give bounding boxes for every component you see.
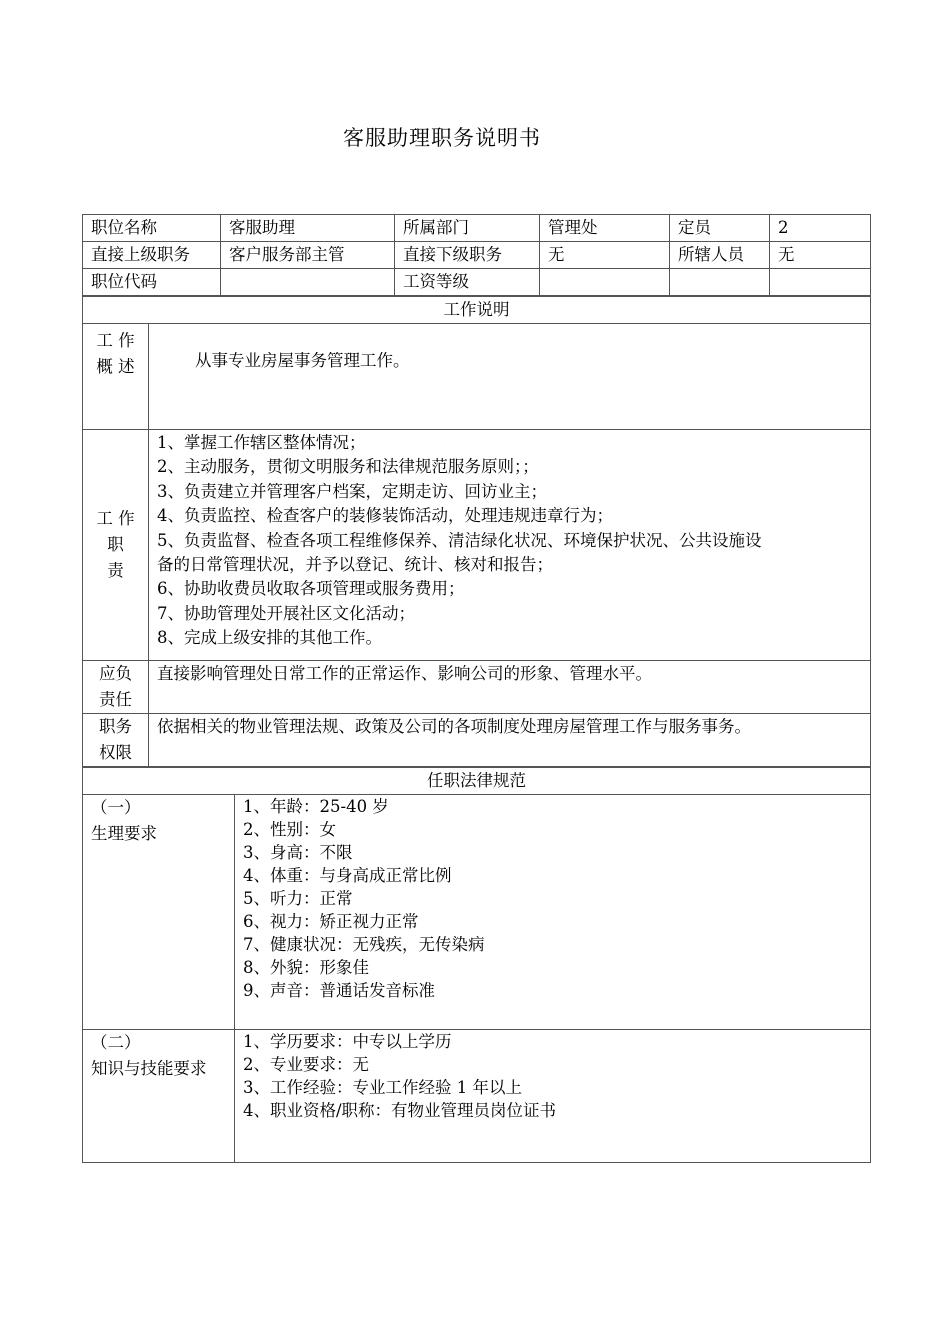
- responsibility-row: [83, 661, 871, 714]
- label-line: （二）: [91, 1033, 141, 1052]
- authority-label: [83, 714, 149, 767]
- skills-row: [83, 1030, 871, 1163]
- section-heading: 任职法律规范: [83, 768, 871, 795]
- list-item: 4、职业资格/职称：有物业管理员岗位证书: [243, 1101, 557, 1120]
- list-item: 5、负责监督、检查各项工程维修保养、清洁绿化状况、环境保护状况、公共设施设: [157, 530, 762, 550]
- list-item: 2、性别：女: [243, 820, 336, 839]
- field-value: [221, 269, 395, 296]
- position-info-table: [82, 214, 871, 296]
- label-line: 应负: [99, 664, 132, 683]
- list-item: 4、体重：与身高成正常比例: [243, 866, 452, 885]
- field-label: 定员: [670, 215, 770, 242]
- skills-list: [235, 1030, 871, 1163]
- list-item: 1、掌握工作辖区整体情况；: [157, 433, 366, 452]
- label-line: 生理要求: [91, 824, 157, 843]
- field-label: 直接下级职务: [395, 242, 540, 269]
- list-item: 7、协助管理处开展社区文化活动；: [157, 603, 415, 623]
- field-value: 客户服务部主管: [221, 242, 395, 269]
- label-line: 权限: [99, 743, 132, 762]
- duties-row: [83, 430, 871, 661]
- list-item: 8、外貌：形象佳: [243, 958, 369, 977]
- list-item: 3、身高：不限: [243, 843, 353, 862]
- duties-label: [83, 430, 149, 661]
- skills-label: [83, 1030, 235, 1163]
- list-item: 1、年龄：25-40 岁: [243, 797, 389, 816]
- work-description-table: [82, 296, 871, 767]
- info-row: [83, 215, 871, 242]
- field-label: 所属部门: [395, 215, 540, 242]
- field-label: 所辖人员: [670, 242, 770, 269]
- list-item: 2、专业要求：无: [243, 1055, 369, 1074]
- label-line: 概 述: [96, 357, 135, 376]
- field-label: 职位名称: [83, 215, 221, 242]
- list-item: 6、视力：矫正视力正常: [243, 912, 419, 931]
- physical-row: [83, 795, 871, 1030]
- list-item: 备的日常管理状况，并予以登记、统计、核对和报告；: [157, 555, 553, 575]
- field-value: 无: [540, 242, 670, 269]
- duties-list: [149, 430, 871, 661]
- field-value: 客服助理: [221, 215, 395, 242]
- responsibility-text: 直接影响管理处日常工作的正常运作、影响公司的形象、管理水平。: [149, 661, 871, 714]
- list-item: 2、主动服务，贯彻文明服务和法律规范服务原则；；: [157, 457, 539, 477]
- field-label: 职位代码: [83, 269, 221, 296]
- physical-label: [83, 795, 235, 1030]
- list-item: 3、工作经验：专业工作经验 1 年以上: [243, 1078, 522, 1097]
- overview-row: [83, 324, 871, 430]
- section-heading: 工作说明: [83, 297, 871, 324]
- label-line: 责: [107, 561, 124, 580]
- info-row: [83, 269, 871, 296]
- label-line: 工 作: [96, 331, 135, 350]
- list-item: 7、健康状况：无残疾，无传染病: [243, 935, 485, 954]
- authority-row: [83, 714, 871, 767]
- info-row: [83, 242, 871, 269]
- label-line: 职: [107, 535, 124, 554]
- list-item: 4、负责监控、检查客户的装修装饰活动，处理违规违章行为；: [157, 506, 613, 526]
- label-line: （一）: [91, 798, 141, 817]
- list-item: 9、声音：普通话发音标准: [243, 981, 435, 1000]
- overview-label: [83, 324, 149, 430]
- list-item: 1、学历要求：中专以上学历: [243, 1032, 452, 1051]
- field-label: 工资等级: [395, 269, 540, 296]
- label-line: 职务: [99, 717, 132, 736]
- list-item: 6、协助收费员收取各项管理或服务费用；: [157, 579, 465, 599]
- field-label: [670, 269, 770, 296]
- list-item: 3、负责建立并管理客户档案，定期走访、回访业主；: [157, 481, 547, 501]
- field-value: 管理处: [540, 215, 670, 242]
- label-line: 责任: [99, 690, 132, 709]
- label-line: 知识与技能要求: [91, 1059, 207, 1078]
- list-item: 5、听力：正常: [243, 889, 353, 908]
- responsibility-label: [83, 661, 149, 714]
- field-value: 无: [770, 242, 871, 269]
- authority-text: 依据相关的物业管理法规、政策及公司的各项制度处理房屋管理工作与服务事务。: [149, 714, 871, 767]
- label-line: 工 作: [96, 509, 135, 528]
- document-title: 客服助理职务说明书: [343, 126, 541, 150]
- list-item: 8、完成上级安排的其他工作。: [157, 628, 382, 648]
- field-value: 2: [770, 215, 871, 242]
- field-value: [770, 269, 871, 296]
- field-label: 直接上级职务: [83, 242, 221, 269]
- field-value: [540, 269, 670, 296]
- overview-text: 从事专业房屋事务管理工作。: [149, 324, 871, 430]
- requirements-table: [82, 767, 871, 1163]
- physical-list: [235, 795, 871, 1030]
- job-description-form: [82, 214, 870, 1163]
